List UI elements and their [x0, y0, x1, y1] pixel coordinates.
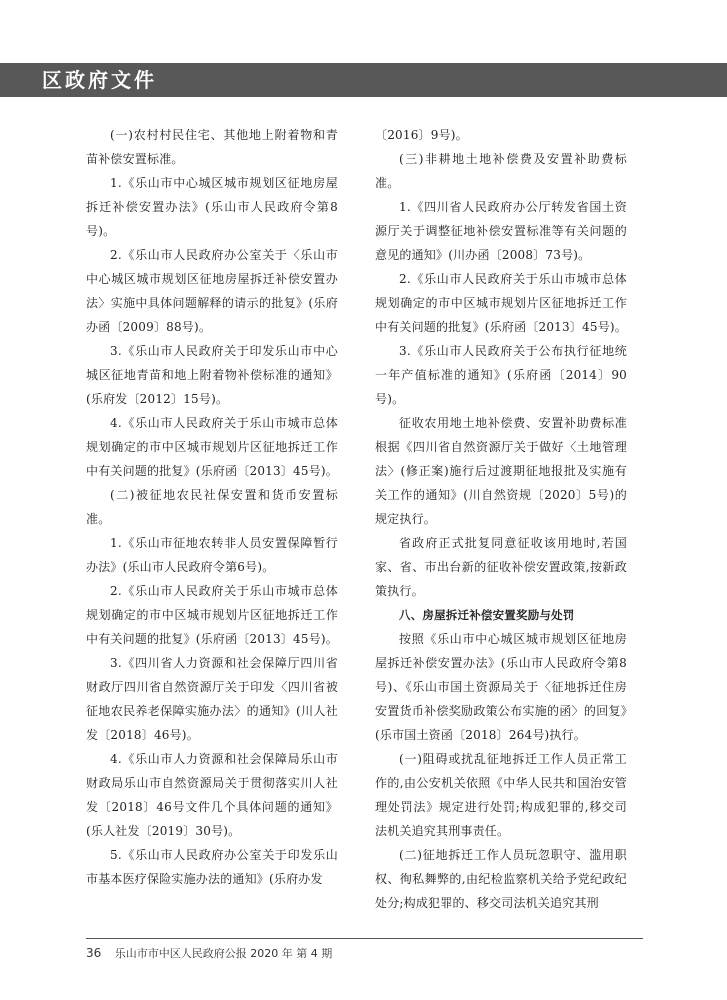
paragraph: 按照《乐山市中心城区城市规划区征地房屋拆迁补偿安置办法》(乐山市人民政府令第8号)、《乐山市国土资源局关于〈征地拆迁住房安置货币补偿奖励政策公布实施的函〉的回复》(乐市国土资函〔2018〕264号)执行。 — [375, 632, 627, 742]
paragraph: 2.《乐山市人民政府关于乐山市城市总体规划确定的市中区城市规划片区征地拆迁工作中有关问题的批复》(乐府函〔2013〕45号)。 — [375, 272, 627, 334]
paragraph: (一)农村村民住宅、其他地上附着物和青苗补偿安置标准。 — [86, 128, 338, 166]
paragraph: 4.《乐山市人力资源和社会保障局乐山市财政局乐山市自然资源局关于贯彻落实川人社发〔2018〕46号文件几个具体问题的通知》(乐人社发〔2019〕30号)。 — [86, 752, 338, 838]
paragraph: 2.《乐山市人民政府办公室关于〈乐山市中心城区城市规划区征地房屋拆迁补偿安置办法〉实施中具体问题解释的请示的批复》(乐府办函〔2009〕88号)。 — [86, 248, 338, 334]
paragraph: 1.《乐山市征地农转非人员安置保障暂行办法》(乐山市人民政府令第6号)。 — [86, 536, 338, 574]
left-column — [86, 123, 338, 891]
paragraph: 3.《乐山市人民政府关于公布执行征地统一年产值标准的通知》(乐府函〔2014〕90号)。 — [375, 344, 627, 406]
paragraph: 省政府正式批复同意征收该用地时,若国家、省、市出台新的征收补偿安置政策,按新政策执行。 — [375, 536, 627, 598]
paragraph: 4.《乐山市人民政府关于乐山市城市总体规划确定的市中区城市规划片区征地拆迁工作中有关问题的批复》(乐府函〔2013〕45号)。 — [86, 416, 338, 478]
right-column — [375, 123, 627, 915]
paragraph: 5.《乐山市人民政府办公室关于印发乐山市基本医疗保险实施办法的通知》(乐府办发 — [86, 848, 338, 886]
paragraph: 3.《乐山市人民政府关于印发乐山市中心城区征地青苗和地上附着物补偿标准的通知》(乐府发〔2012〕15号)。 — [86, 344, 338, 406]
paragraph: 1.《乐山市中心城区城市规划区征地房屋拆迁补偿安置办法》(乐山市人民政府令第8号)。 — [86, 176, 338, 238]
section-title: 区政府文件 — [42, 68, 157, 92]
paragraph: 3.《四川省人力资源和社会保障厅四川省财政厅四川省自然资源厅关于印发〈四川省被征地农民养老保障实施办法〉的通知》(川人社发〔2018〕46号)。 — [86, 656, 338, 742]
paragraph-continuation: 〔2016〕9号)。 — [375, 128, 468, 142]
paragraph: 2.《乐山市人民政府关于乐山市城市总体规划确定的市中区城市规划片区征地拆迁工作中有关问题的批复》(乐府函〔2013〕45号)。 — [86, 584, 338, 646]
footer-rule — [86, 938, 643, 939]
section-heading: 八、房屋拆迁补偿安置奖励与处罚 — [399, 608, 575, 622]
paragraph: 征收农用地土地补偿费、安置补助费标准根据《四川省自然资源厅关于做好〈土地管理法〉(修正案)施行后过渡期征地报批及实施有关工作的通知》(川自然资规〔2020〕5号)的规定执行。 — [375, 416, 627, 526]
paragraph: (二)征地拆迁工作人员玩忽职守、滥用职权、徇私舞弊的,由纪检监察机关给予党纪政纪处分;构成犯罪的、移交司法机关追究其刑 — [375, 848, 627, 910]
paragraph: (三)非耕地土地补偿费及安置补助费标准。 — [375, 152, 627, 190]
paragraph: (一)阻碍或扰乱征地拆迁工作人员正常工作的,由公安机关依照《中华人民共和国治安管理处罚法》规定进行处罚;构成犯罪的,移交司法机关追究其刑事责任。 — [375, 752, 627, 838]
page-footer — [86, 945, 332, 962]
paragraph: 1.《四川省人民政府办公厅转发省国土资源厅关于调整征地补偿安置标准等有关问题的意见的通知》(川办函〔2008〕73号)。 — [375, 200, 627, 262]
header-band — [0, 63, 727, 97]
page-number: 36 — [86, 946, 102, 960]
publication-title: 乐山市市中区人民政府公报 2020 年 第 4 期 — [114, 947, 333, 960]
paragraph: (二)被征地农民社保安置和货币安置标准。 — [86, 488, 338, 526]
